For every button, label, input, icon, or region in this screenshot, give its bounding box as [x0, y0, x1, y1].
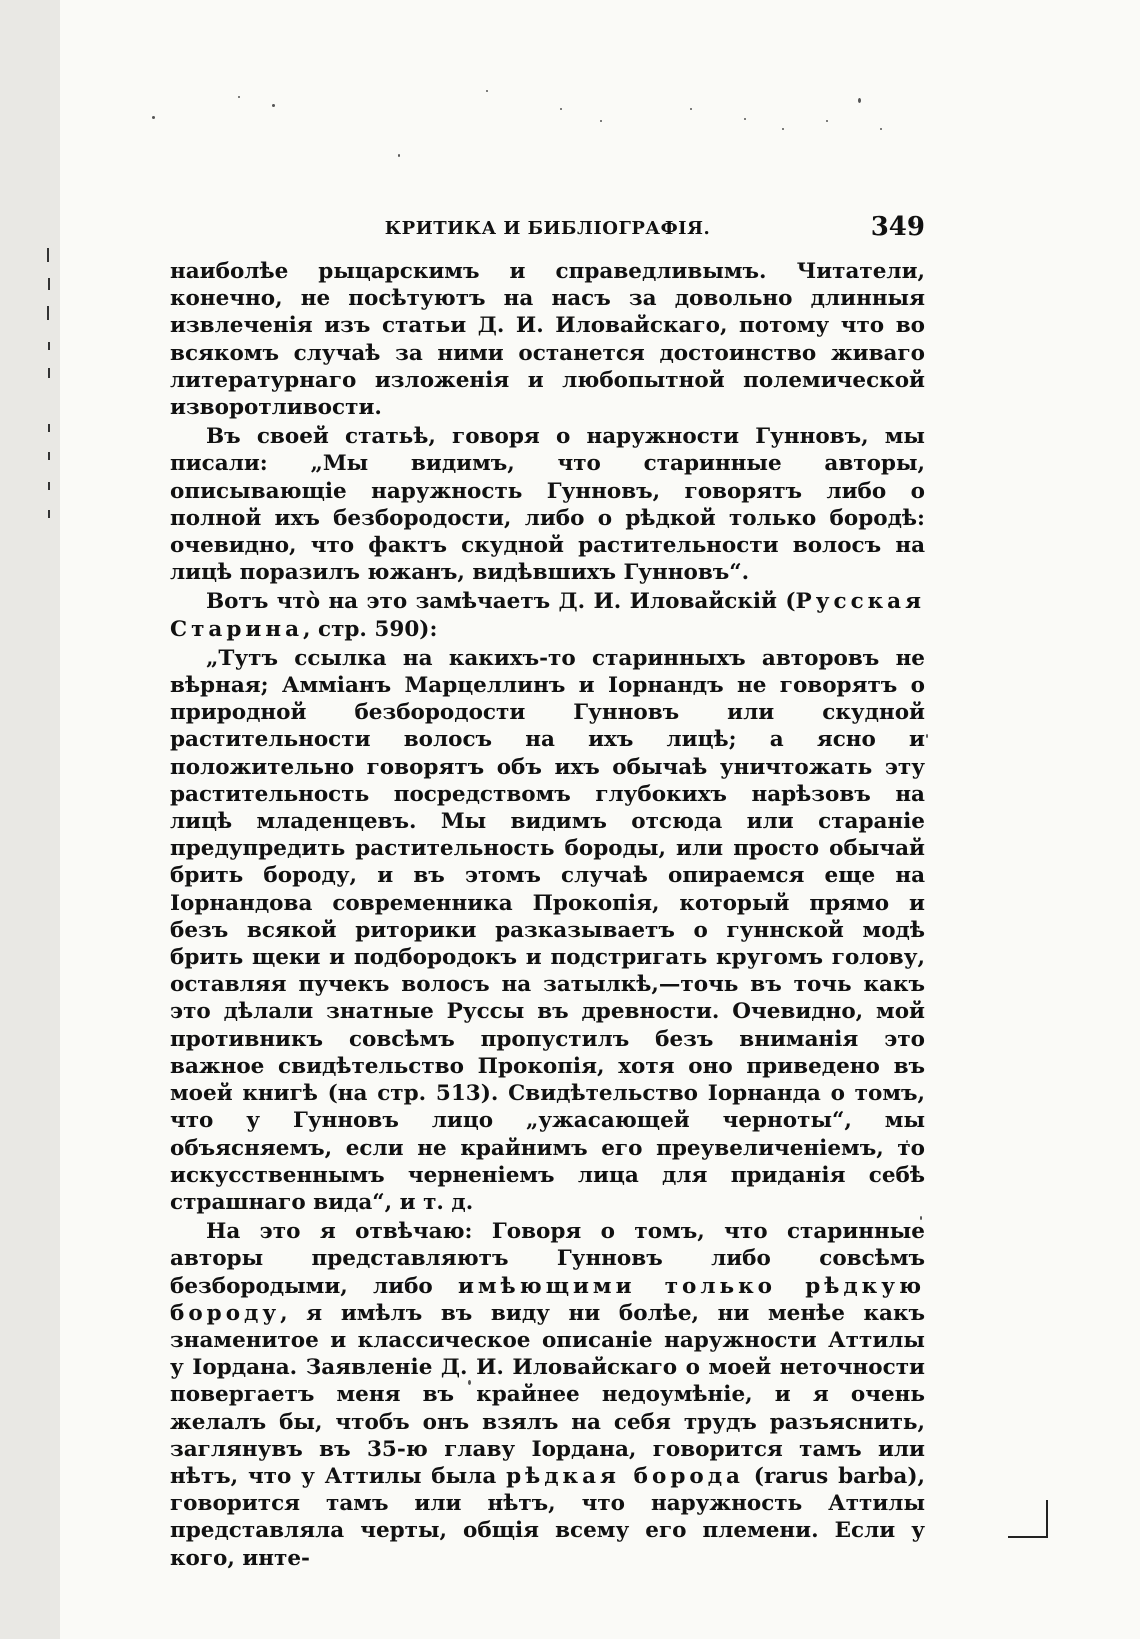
journal-title: Русская Старина	[170, 589, 925, 642]
scan-speck	[926, 734, 928, 738]
scan-speck	[560, 108, 562, 110]
scan-edge-mark	[48, 278, 50, 290]
scan-speck	[782, 128, 784, 130]
scan-speck	[238, 96, 240, 98]
scan-edge-mark	[48, 342, 50, 350]
scan-edge-mark	[48, 424, 50, 432]
emphasized-text: имѣющими только рѣдкую бороду	[170, 1273, 926, 1326]
paragraph-text: (rarus barba), говорится тамъ или нѣтъ, что наружность Аттилы представляла черты, общія всему его племени. Если у кого, инте-	[170, 1463, 925, 1571]
scan-edge-mark	[48, 452, 50, 460]
scan-speck	[690, 108, 692, 110]
scan-edge-mark	[47, 248, 49, 262]
paragraph-text: На это я отвѣчаю: Говоря о томъ, что старинные авторы представляютъ Гунновъ либо совсѣмъ безбородыми, либо	[170, 1219, 925, 1299]
emphasized-text: рѣдкая борода	[506, 1463, 744, 1489]
body-text	[170, 258, 925, 1572]
scan-speck	[880, 128, 882, 130]
scan-speck	[398, 154, 400, 157]
scan-edge-mark	[47, 306, 49, 320]
page-number: 349	[870, 212, 925, 242]
scan-speck	[600, 120, 602, 122]
scan-speck	[486, 90, 488, 92]
scan-edge-mark	[48, 368, 50, 378]
paragraph-text: Вотъ чтò на это замѣчаетъ Д. И. Иловайскій (	[206, 589, 796, 615]
scan-speck	[826, 120, 828, 122]
scan-edge-mark	[48, 510, 50, 518]
scan-speck	[272, 104, 275, 107]
scan-edge-mark	[48, 482, 50, 490]
scan-speck	[152, 116, 155, 119]
paragraph-text: , я имѣлъ въ виду ни болѣе, ни менѣе какъ знаменитое и классическое описаніе наружности Аттилы у Іордана. Заявленіе Д. И. Иловайскаго о моей неточности повергаетъ меня въ крайнее недоумѣніе, и я очень желалъ бы, чтобъ онъ взялъ на себя трудъ разъяснить, заглянувъ въ 35-ю главу Іордана, говорится тамъ или нѣтъ, что у Аттилы была	[170, 1300, 925, 1489]
paragraph: Въ своей статьѣ, говоря о наружности Гунновъ, мы писали: „Мы видимъ, что старинные авторы, описывающіе наружность Гунновъ, говорятъ либо о полной ихъ безбородости, либо о рѣдкой только бородѣ: очевидно, что фактъ скудной растительности волосъ на лицѣ поразилъ южанъ, видѣвшихъ Гунновъ“.	[170, 424, 925, 586]
scan-corner-mark	[1008, 1500, 1048, 1538]
scan-left-margin	[0, 0, 60, 1639]
quotation-paragraph: „Тутъ ссылка на какихъ-то старинныхъ авторовъ не вѣрная; Амміанъ Марцеллинъ и Іорнандъ не говорятъ о природной безбородости Гунновъ или скудной растительности волосъ на ихъ лицѣ; а ясно и положительно говорятъ объ ихъ обычаѣ уничтожать эту растительность посредствомъ глубокихъ нарѣзовъ на лицѣ младенцевъ. Мы видимъ отсюда или стараніе предупредить растительность бороды, или просто обычай брить бороду, и въ этомъ случаѣ опираемся еще на Іорнандова современника Прокопія, который прямо и безъ всякой риторики разказываетъ о гуннской модѣ брить щеки и подбородокъ и подстригать кругомъ голову, оставляя пучекъ волосъ на затылкѣ,—точь въ точь какъ это дѣлали знатные Руссы въ древности. Очевидно, мой противникъ совсѣмъ пропустилъ безъ вниманія это важное свидѣтельство Прокопія, хотя оно приведено въ моей книгѣ (на стр. 513). Свидѣтельство Іорнанда о томъ, что у Гунновъ лицо „ужасающей черноты“, мы объясняемъ, если не крайнимъ его преувеличеніемъ, то искусственнымъ черненіемъ лица для приданія себѣ страшнаго вида“, и т. д.	[170, 645, 925, 1215]
scan-speck	[858, 98, 861, 103]
scan-speck	[744, 118, 746, 120]
paragraph	[170, 1218, 925, 1572]
page-header	[170, 212, 925, 246]
running-head: КРИТИКА И БИБЛІОГРАФІЯ.	[384, 218, 711, 239]
paragraph: наиболѣе рыцарскимъ и справедливымъ. Читатели, конечно, не посѣтуютъ на насъ за довольно длинныя извлеченія изъ статьи Д. И. Иловайскаго, потому что во всякомъ случаѣ за ними останется достоинство живаго литературнаго изложенія и любопытной полемической изворотливости.	[170, 259, 925, 421]
paragraph	[170, 588, 925, 642]
paragraph-text: , стр. 590):	[303, 616, 438, 642]
